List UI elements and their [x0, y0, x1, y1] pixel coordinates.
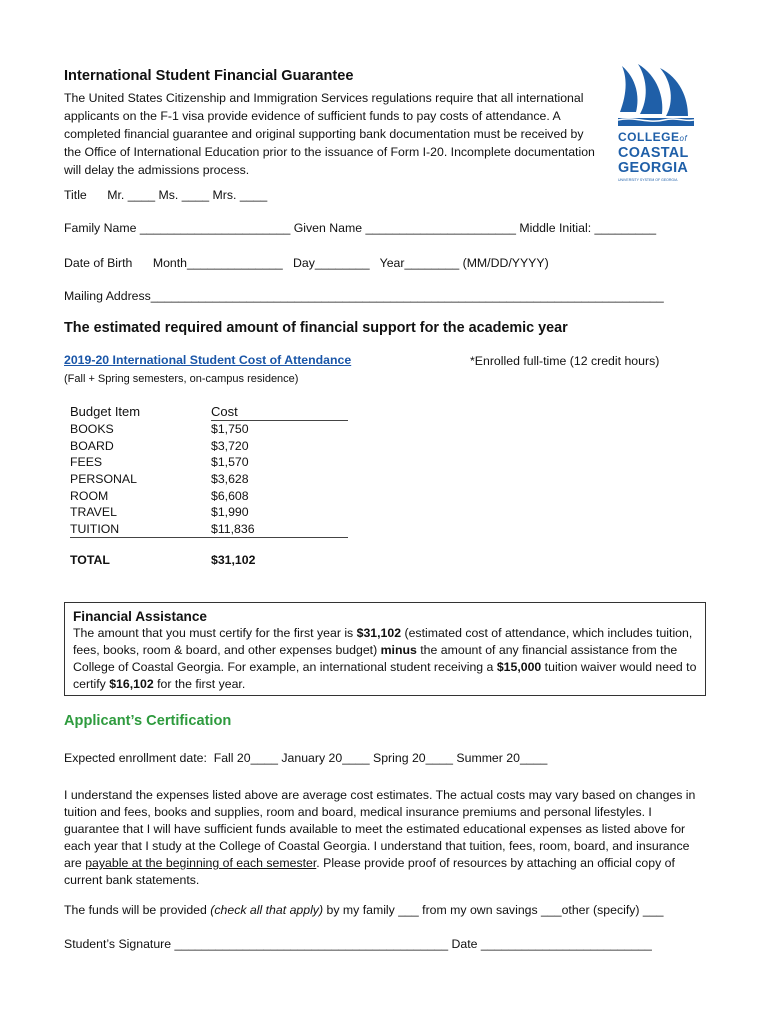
certification-text-1: I understand the expenses listed above are average cost estimates. The actual costs may vary based on changes in tuition and fees, books and supplies, room and board, medical insurance premiums and personal lifestyles. I guarantee that I will have sufficient funds available to meet the estimated educational expenses as listed above for each year that I study at the College of Coastal Georgia. I understand that tuition, fees, room, board, and insurance are	[64, 788, 696, 870]
date-of-birth-row[interactable]: Date of Birth Month______________ Day________ Year________ (MM/DD/YYYY)	[64, 256, 549, 270]
total-row	[70, 538, 348, 569]
budget-item: TUITION	[70, 521, 211, 538]
enrollment-date-row[interactable]: Expected enrollment date: Fall 20____ January 20____ Spring 20____ Summer 20____	[64, 751, 548, 765]
table-row	[70, 504, 348, 521]
budget-item: FEES	[70, 455, 103, 470]
logo-line2: COASTAL	[618, 145, 689, 161]
total-value: $31,102	[211, 553, 256, 568]
intro-paragraph: The United States Citizenship and Immigration Services regulations require that all international applicants on the F-1 visa provide evidence of sufficient funds to pay costs of attendance. A completed financial guarantee and original supporting bank documentation must be received by the Office of International Education prior to the issuance of Form I-20. Incomplete documentation will delay the admissions process.	[64, 91, 595, 177]
budget-cost: $11,836	[211, 521, 348, 538]
certification-paragraph	[64, 787, 704, 889]
logo-of: of	[679, 134, 688, 143]
mailing-address-row[interactable]: Mailing Address___________________________________________________________________________	[64, 289, 664, 303]
payable-note: payable at the beginning of each semester	[85, 856, 317, 870]
budget-item: ROOM	[70, 488, 109, 503]
budget-item: BOOKS	[70, 422, 114, 437]
certify-amount: $31,102	[356, 626, 402, 640]
signature-row[interactable]: Student’s Signature ________________________________________ Date _________________________	[64, 937, 652, 951]
assistance-text-3: the amount of any financial assistance from the College of Coastal Georgia. For example, an international student receiving a	[73, 643, 678, 674]
budget-cost: $1,990	[211, 505, 249, 520]
certification-title: Applicant’s Certification	[64, 713, 232, 729]
table-row	[70, 421, 348, 438]
assistance-text-5: for the first year.	[153, 677, 246, 691]
total-label: TOTAL	[70, 553, 110, 568]
budget-cost: $3,628	[211, 472, 249, 487]
funds-source-row[interactable]	[64, 903, 663, 917]
cost-of-attendance-link[interactable]: 2019-20 International Student Cost of Attendance	[64, 353, 352, 367]
logo-line1: COLLEGE	[618, 130, 680, 144]
funds-text-2: by my family ___ from my own savings ___other (specify) ___	[323, 903, 664, 917]
budget-cost: $6,608	[211, 488, 249, 503]
budget-item: PERSONAL	[70, 472, 137, 487]
example-certify-amount: $16,102	[109, 677, 154, 691]
assistance-text-4: tuition waiver would need to certify	[73, 660, 697, 691]
budget-cost: $3,720	[211, 438, 249, 453]
minus-word: minus	[380, 643, 417, 657]
logo-text	[618, 130, 694, 182]
certification-text-2: . Please provide proof of resources by attaching an official copy of current bank statements.	[64, 856, 675, 887]
budget-item: BOARD	[70, 438, 114, 453]
support-heading: The estimated required amount of financial support for the academic year	[64, 320, 568, 336]
budget-item-header: Budget Item	[70, 403, 141, 419]
table-row	[70, 438, 348, 455]
financial-assistance-box	[64, 602, 706, 696]
title-field-row[interactable]: Title Mr. ____ Ms. ____ Mrs. ____	[64, 188, 268, 202]
table-row	[70, 471, 348, 488]
enrolled-note: *Enrolled full-time (12 credit hours)	[470, 354, 660, 368]
waiver-amount: $15,000	[496, 660, 542, 674]
table-row	[70, 454, 348, 471]
cost-header: Cost	[211, 402, 348, 421]
financial-assistance-text	[73, 625, 697, 693]
budget-cost: $1,750	[211, 422, 249, 437]
logo-line3: GEORGIA	[618, 160, 689, 176]
financial-assistance-title: Financial Assistance	[73, 609, 207, 624]
document-title: International Student Financial Guarantee	[64, 68, 354, 84]
budget-table	[70, 402, 348, 569]
budget-item: TRAVEL	[70, 505, 117, 520]
budget-cost: $1,570	[211, 455, 249, 470]
logo-tagline: UNIVERSITY SYSTEM OF GEORGIA	[618, 178, 678, 182]
college-logo	[618, 62, 694, 186]
funds-text-1: The funds will be provided	[64, 903, 211, 917]
assistance-text-1: The amount that you must certify for the first year is	[73, 626, 357, 640]
semester-note: (Fall + Spring semesters, on-campus residence)	[64, 373, 299, 385]
assistance-text-2: (estimated cost of attendance, which includes tuition, fees, books, room & board, and other expenses budget)	[73, 626, 693, 657]
name-fields-row[interactable]: Family Name ______________________ Given Name ______________________ Middle Initial: _________	[64, 221, 657, 235]
funds-hint: (check all that apply)	[210, 903, 324, 917]
table-row	[70, 521, 348, 538]
table-row	[70, 487, 348, 504]
